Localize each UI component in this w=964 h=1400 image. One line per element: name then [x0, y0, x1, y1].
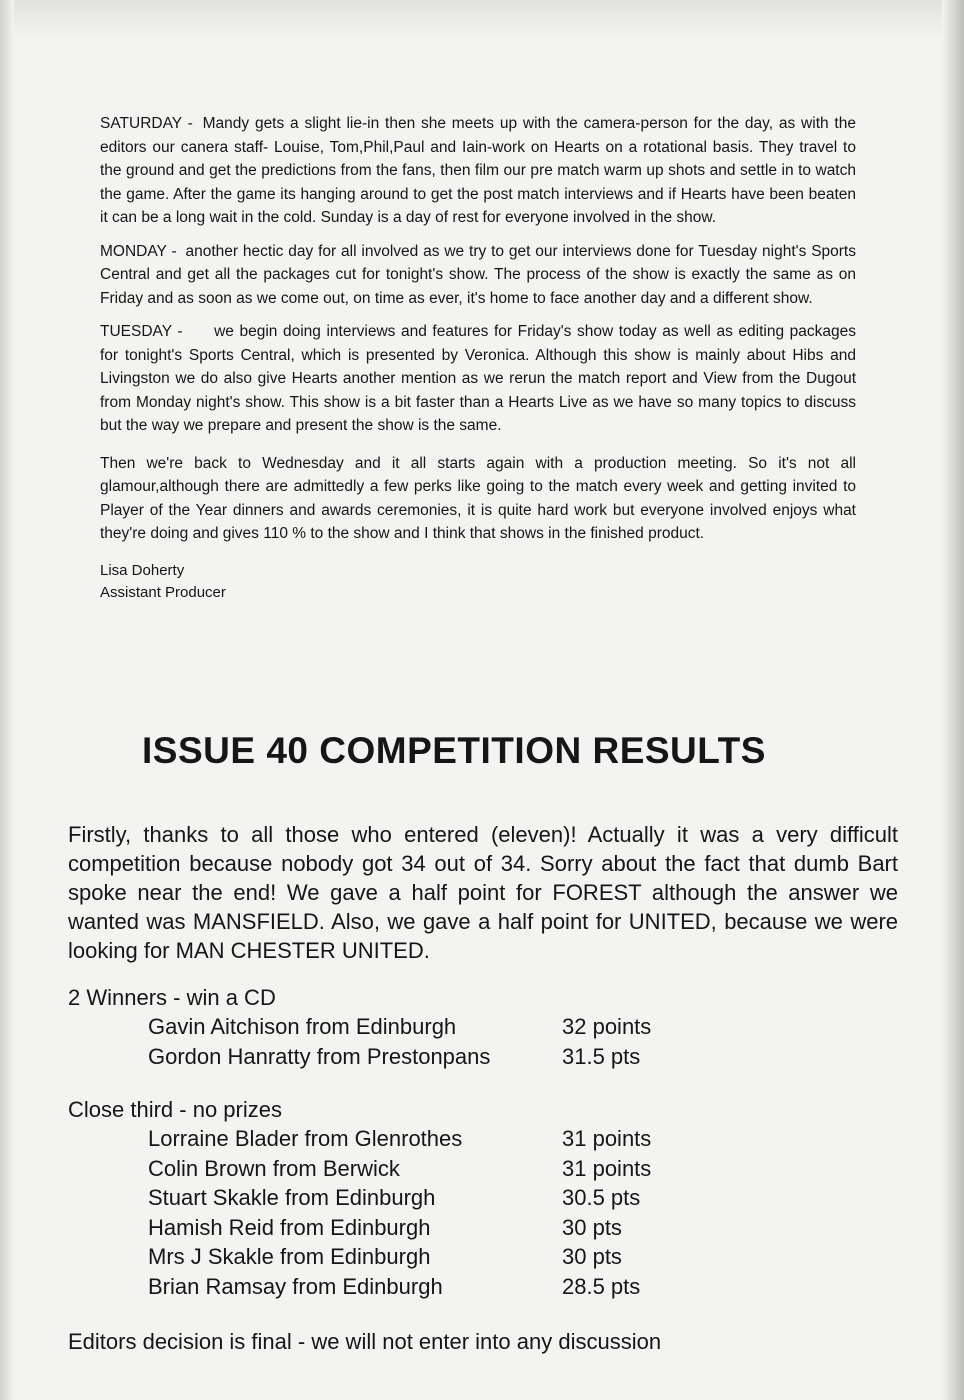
- entrant-name: Gavin Aitchison from Edinburgh: [148, 1014, 457, 1039]
- results-intro: Firstly, thanks to all those who entered (eleven)! Actually it was a very difficult competition because nobody got 34 out of 34. Sorry about the fact that dumb Bart spoke near the end! We gave a half point for FOREST although the answer we wanted was MANSFIELD. Also, we gave a half point for UNITED, because we were looking for MAN CHESTER UNITED.: [68, 822, 898, 963]
- entrant-score: 32 points: [562, 1014, 652, 1039]
- paragraph-text: we begin doing interviews and features for Friday's show today as well as editing packages for tonight's Sports Central, which is presented by Veronica. Although this show is mainly about Hibs and Livingston we do also give Hearts another mention as we rerun the match report and View from the Dugout from Monday night's show. This show is a bit faster than a Hearts Live as we have so many topics to discuss but the way we prepare and present the show is the same.: [100, 323, 856, 434]
- paragraph-monday: [100, 240, 856, 311]
- entrant-name: Lorraine Blader from Glenrothes: [148, 1126, 463, 1151]
- paragraph-closing: Then we're back to Wednesday and it all starts again with a production meeting. So it's not all glamour,although there are admittedly a few perks like going to the match every week and getting invited to Player of the Year dinners and awards ceremonies, it is quite hard work but everyone involved enjoys what they're doing and gives 110 % to the show and I think that shows in the finished product.: [100, 454, 856, 542]
- paragraph-tuesday: [100, 320, 856, 438]
- signature: [100, 560, 856, 604]
- paragraph-text: Mandy gets a slight lie-in then she meets up with the camera-person for the day, as with the editors our canera staff- Louise, Tom,Phil,Paul and Iain-work on Hearts on a rotational basis. They travel to the ground and get the predictions from the fans, then film our pre match warm up shots and settle in to watch the game. After the game its hanging around to get the post match interviews and if Hearts have been beaten it can be a long wait in the cold. Sunday is a day of rest for everyone involved in the show.: [100, 115, 856, 226]
- entrant-score: 31 points: [562, 1126, 652, 1151]
- list-item: [148, 1183, 898, 1213]
- list-item: [148, 1012, 898, 1042]
- page-right-edge: [942, 0, 964, 1400]
- author-name: Lisa Doherty: [100, 561, 185, 579]
- list-item: [148, 1154, 898, 1184]
- list-item: [148, 1272, 898, 1302]
- entrant-name: Stuart Skakle from Edinburgh: [148, 1185, 436, 1210]
- entrant-score: 31.5 pts: [562, 1043, 641, 1069]
- entrant-score: 30 pts: [562, 1214, 622, 1240]
- entrant-score: 28.5 pts: [562, 1273, 641, 1299]
- winners-list: [68, 1012, 898, 1071]
- paragraph-text: another hectic day for all involved as we try to get our interviews done for Tuesday night's Sports Central and get all the packages cut for tonight's show. The process of the show is exactly the same as on Friday and as soon as we come out, on time as ever, it's home to face another day and a different show.: [100, 242, 856, 307]
- paragraph-saturday: [100, 112, 856, 230]
- close-third-list: [68, 1124, 898, 1301]
- winners-label: 2 Winners - win a CD: [68, 985, 276, 1010]
- entrant-name: Hamish Reid from Edinburgh: [148, 1214, 431, 1240]
- results-section: [68, 820, 898, 1356]
- close-third-label: Close third - no prizes: [68, 1097, 282, 1122]
- entrant-score: 30.5 pts: [562, 1185, 641, 1210]
- day-label-monday: MONDAY -: [100, 242, 177, 260]
- entrant-name: Gordon Hanratty from Prestonpans: [148, 1043, 491, 1069]
- article-body: [100, 112, 856, 604]
- editors-note: Editors decision is final - we will not enter into any discussion: [68, 1329, 662, 1354]
- page-top-edge: [0, 0, 964, 40]
- list-item: [148, 1042, 898, 1072]
- entrant-score: 31 points: [562, 1155, 652, 1181]
- list-item: [148, 1213, 898, 1243]
- list-item: [148, 1124, 898, 1154]
- results-title: ISSUE 40 COMPETITION RESULTS: [142, 730, 766, 771]
- list-item: [148, 1242, 898, 1272]
- entrant-name: Colin Brown from Berwick: [148, 1155, 400, 1181]
- author-role: Assistant Producer: [100, 583, 226, 601]
- day-label-saturday: SATURDAY -: [100, 115, 193, 132]
- page-left-edge: [0, 0, 14, 1400]
- entrant-name: Brian Ramsay from Edinburgh: [148, 1273, 443, 1299]
- entrant-score: 30 pts: [562, 1244, 622, 1269]
- entrant-name: Mrs J Skakle from Edinburgh: [148, 1244, 431, 1269]
- day-label-tuesday: TUESDAY -: [100, 323, 183, 340]
